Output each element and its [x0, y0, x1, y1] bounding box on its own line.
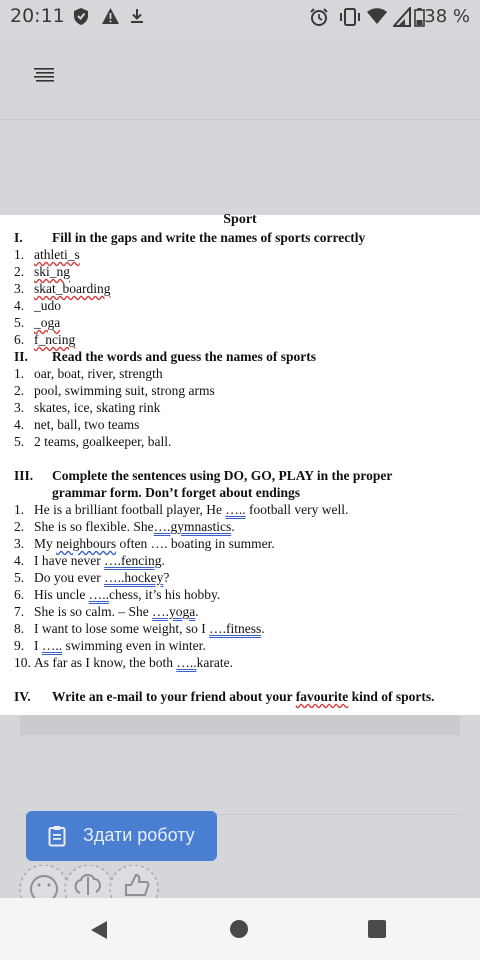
shield-icon: [73, 7, 89, 26]
submit-work-button[interactable]: [26, 811, 217, 861]
list-item: 1. oar, boat, river, strength: [14, 366, 163, 381]
section-2-heading: II. Read the words and guess the names of sports: [14, 349, 317, 364]
home-icon[interactable]: [230, 920, 248, 938]
list-item: 5. 2 teams, goalkeeper, ball.: [14, 434, 172, 449]
list-item: 5. _oga: [14, 315, 61, 330]
document-title: Sport: [223, 212, 257, 227]
submit-work-label: Здати роботу: [83, 825, 195, 845]
section-4-heading: IV. Write an e-mail to your friend about your favourite kind of sports.: [14, 689, 435, 704]
list-item: 8. I want to lose some weight, so I ….fitness.: [14, 621, 265, 636]
system-nav-bar: [0, 898, 480, 960]
list-item: 2. pool, swimming suit, strong arms: [14, 383, 215, 398]
list-item: 9. I ….. swimming even in winter.: [14, 638, 206, 653]
list-item: 4. _udo: [14, 298, 61, 313]
wifi-icon: [366, 7, 388, 25]
attachment-strip: [20, 715, 460, 735]
app-header: [0, 34, 480, 215]
vibrate-icon: [339, 7, 361, 27]
download-icon: [129, 7, 145, 25]
worksheet-document: [0, 212, 480, 715]
list-item: 3. skates, ice, skating rink: [14, 400, 161, 415]
list-item: 6. His uncle …..chess, it’s his hobby.: [14, 587, 221, 602]
status-time: 20:11: [10, 5, 65, 27]
signal-icon: [393, 7, 411, 27]
assignment-footer: [0, 715, 480, 898]
alarm-icon: [309, 7, 329, 27]
list-item: 1. He is a brilliant football player, He ….. football very well.: [14, 502, 349, 517]
list-item: 4. net, ball, two teams: [14, 417, 140, 432]
list-item: 5. Do you ever …..hockey?: [14, 570, 170, 585]
reaction-buttons: [18, 865, 168, 898]
reaction-icons: [18, 865, 168, 898]
recents-icon[interactable]: [368, 920, 386, 938]
list-item: 2. She is so flexible. She….gymnastics.: [14, 519, 235, 534]
header-divider: [0, 119, 480, 120]
list-item: 4. I have never ….fencing.: [14, 553, 165, 568]
section-3-heading-continued: grammar form. Don’t forget about endings: [52, 485, 300, 500]
list-item: 1. athleti_s: [14, 247, 80, 262]
back-icon[interactable]: [90, 920, 108, 940]
list-item: 6. f_ncing: [14, 332, 76, 347]
warning-icon: [101, 7, 120, 25]
menu-icon[interactable]: [32, 66, 56, 86]
clipboard-icon: [48, 825, 66, 847]
list-item: 10. As far as I know, the both …..karate.: [14, 655, 233, 670]
status-bar: [0, 0, 480, 34]
list-item: 7. She is so calm. – She ….yoga.: [14, 604, 199, 619]
list-item: 3. My neighbours often …. boating in summer.: [14, 536, 275, 551]
list-item: 3. skat_boarding: [14, 281, 111, 296]
battery-percent: 38 %: [424, 6, 470, 27]
section-3-heading: III. Complete the sentences using DO, GO, PLAY in the proper: [14, 468, 393, 483]
section-1-heading: I. Fill in the gaps and write the names of sports correctly: [14, 230, 366, 245]
list-item: 2. ski_ng: [14, 264, 71, 279]
